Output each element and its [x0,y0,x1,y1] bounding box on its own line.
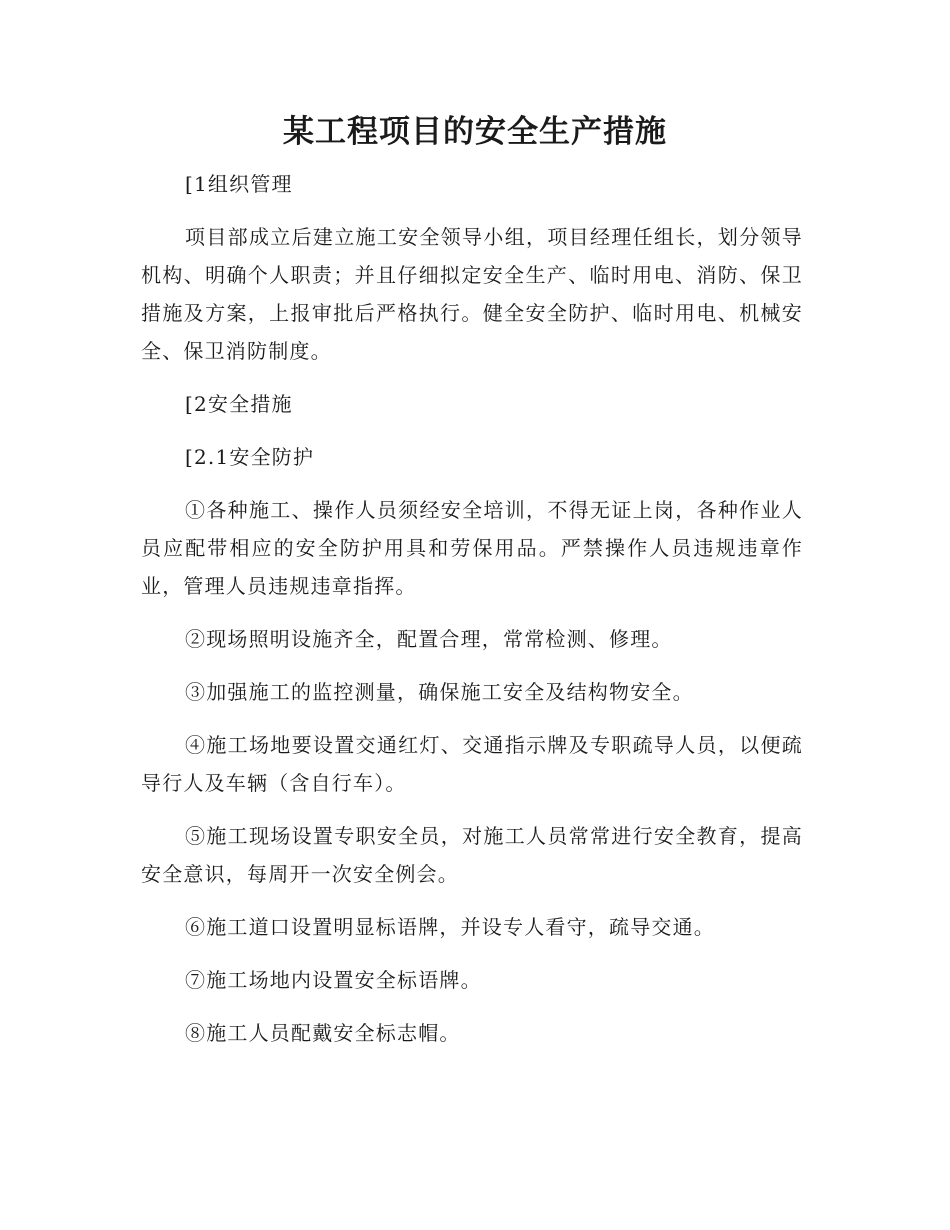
list-item: ②现场照明设施齐全，配置合理，常常检测、修理。 [185,627,673,651]
list-item: ⑥施工道口设置明显标语牌，并设专人看守，疏导交通。 [185,915,715,939]
list-item: ④施工场地要设置交通红灯、交通指示牌及专职疏导人员，以便疏导行人及车辆（含自行车）。 [141,733,803,795]
subsection-heading-safety-protection: [2.1安全防护 [185,445,315,469]
list-item: ③加强施工的监控测量，确保施工安全及结构物安全。 [185,680,694,704]
section-heading-organization: [1组织管理 [185,172,293,196]
list-item: ⑤施工现场设置专职安全员，对施工人员常常进行安全教育，提高安全意识，每周开一次安全例会。 [141,824,803,886]
section-heading-safety-measures: [2安全措施 [185,392,293,416]
paragraph-organization: 项目部成立后建立施工安全领导小组，项目经理任组长，划分领导机构、明确个人职责；并且仔细拟定安全生产、临时用电、消防、保卫措施及方案，上报审批后严格执行。健全安全防护、临时用电、机械安全、保卫消防制度。 [141,225,803,363]
document-title: 某工程项目的安全生产措施 [283,114,667,150]
list-item: ①各种施工、操作人员须经安全培训，不得无证上岗，各种作业人员应配带相应的安全防护用具和劳保用品。严禁操作人员违规违章作业，管理人员违规违章指挥。 [141,498,803,598]
list-item: ⑧施工人员配戴安全标志帽。 [185,1021,461,1045]
list-item: ⑦施工场地内设置安全标语牌。 [185,968,482,992]
document-body [141,165,803,1052]
